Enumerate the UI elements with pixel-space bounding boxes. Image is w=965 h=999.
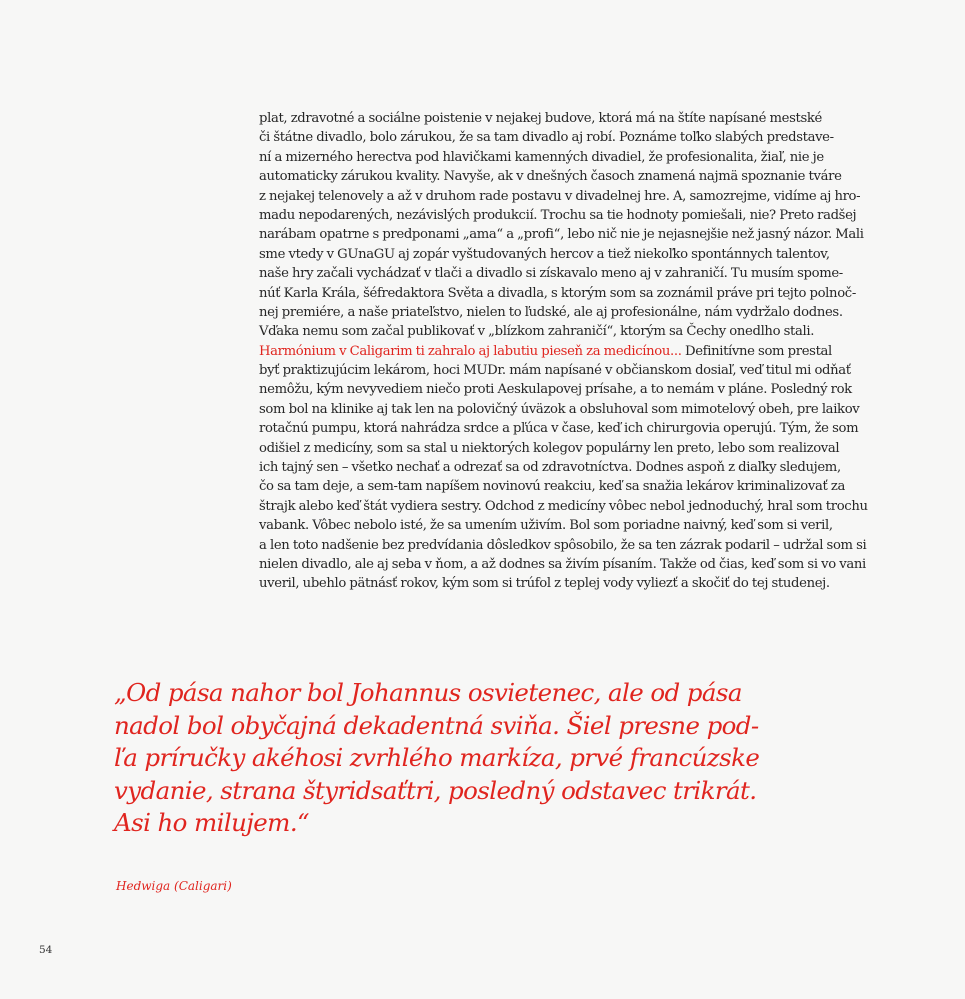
body-line: ní a mizerného herectva pod hlavičkami kamenných divadiel, že profesionalita, žiaľ, nie je — [259, 149, 824, 165]
body-line: čo sa tam deje, a sem-tam napíšem novinovú reakciu, keď sa snažia lekárov kriminalizovať za — [259, 479, 845, 495]
body-line: ich tajný sen – všetko nechať a odrezať sa od zdravotníctva. Dodnes aspoň z diaľky sledujem, — [259, 460, 841, 476]
body-line: byť praktizujúcim lekárom, hoci MUDr. mám napísané v občianskom dosiaľ, veď titul mi odňať — [259, 363, 851, 379]
body-line: naše hry začali vychádzať v tlači a divadlo si získavalo meno aj v zahraničí. Tu musím spome- — [259, 266, 843, 282]
body-line: plat, zdravotné a sociálne poistenie v nejakej budove, ktorá má na štíte napísané mestské — [259, 111, 822, 126]
body-line: vabank. Vôbec nebolo isté, že sa umením uživím. Bol som poriadne naivný, keď som si veril, — [259, 518, 833, 534]
body-line: z nejakej telenovely a až v druhom rade postavu v divadelnej hre. A, samozrejme, vidíme aj hro- — [259, 188, 861, 204]
page-number: 54 — [39, 944, 53, 956]
quote-attribution: Hedwiga (Caligari) — [116, 879, 232, 893]
body-line-mixed — [259, 342, 839, 361]
body-line: uveril, ubehlo pätnásť rokov, kým som si trúfol z teplej vody vyliezť a skočiť do tej studenej. — [259, 576, 830, 592]
body-line: automaticky zárukou kvality. Navyše, ak v dnešných časoch znamená najmä spoznanie tváre — [259, 169, 842, 185]
quote-line: ľa príručky akéhosi zvrhlého markíza, prvé francúzske — [114, 743, 760, 772]
body-line: som bol na klinike aj tak len na polovičný úväzok a obsluhoval som mimotelový obeh, pre laikov — [259, 401, 860, 417]
quote-line: nadol bol obyčajná dekadentná sviňa. Šiel presne pod- — [114, 710, 759, 740]
pull-quote — [114, 677, 760, 840]
body-line: nielen divadlo, ale aj seba v ňom, a až dodnes sa živím písaním. Takže od čias, keď som si vo vani — [259, 556, 866, 572]
body-line: madu nepodarených, nezávislých produkcií. Trochu sa tie hodnoty pomiešali, nie? Preto radšej — [259, 207, 857, 223]
red-inline-heading: Harmónium v Caligarim ti zahralo aj labutiu pieseň za medicínou... — [259, 343, 682, 359]
body-line: sme vtedy v GUnaGU aj zopár vyštudovaných hercov a tiež niekoľko spontánnych talentov, — [259, 246, 830, 262]
body-line: narábam opatrne s predponami „ama“ a „profi“, lebo nič nie je nejasnejšie než jasný názor. Mali — [259, 227, 864, 243]
body-line: odišiel z medicíny, som sa stal u niektorých kolegov populárny len preto, lebo som realizoval — [259, 440, 840, 456]
body-inline-tail: Definitívne som prestal — [681, 343, 832, 359]
body-line: núť Karla Krála, šéfredaktora Světa a divadla, s ktorým som sa zoznámil práve pri tejto polnoč- — [259, 285, 856, 301]
body-line: a len toto nadšenie bez predvídania dôsledkov spôsobilo, že sa ten zázrak podaril – udržal som si — [259, 537, 867, 553]
body-line: nej premiére, a naše priateľstvo, nielen to ľudské, ale aj profesionálne, nám vydržalo dodnes. — [259, 304, 843, 320]
body-line: nemôžu, kým nevyvediem niečo proti Aeskulapovej prísahe, a to nemám v pláne. Posledný rok — [259, 382, 852, 398]
body-line: či štátne divadlo, bolo zárukou, že sa tam divadlo aj robí. Poznáme toľko slabých predstave- — [259, 130, 834, 146]
body-paragraph — [259, 109, 868, 594]
quote-line: vydanie, strana štyridsaťtri, posledný odstavec trikrát. — [114, 775, 757, 805]
body-line: Vďaka nemu som začal publikovať v „blízkom zahraničí“, ktorým sa Čechy onedlho stali. — [259, 324, 815, 340]
quote-line: „Od pása nahor bol Johannus osvietenec, ale od pása — [114, 678, 742, 707]
quote-line: Asi ho milujem.“ — [114, 808, 309, 837]
body-line: štrajk alebo keď štát vydiera sestry. Odchod z medicíny vôbec nebol jednoduchý, hral som trochu — [259, 498, 868, 514]
body-line: rotačnú pumpu, ktorá nahrádza srdce a pľúca v čase, keď ich chirurgovia operujú. Tým, že som — [259, 421, 859, 437]
